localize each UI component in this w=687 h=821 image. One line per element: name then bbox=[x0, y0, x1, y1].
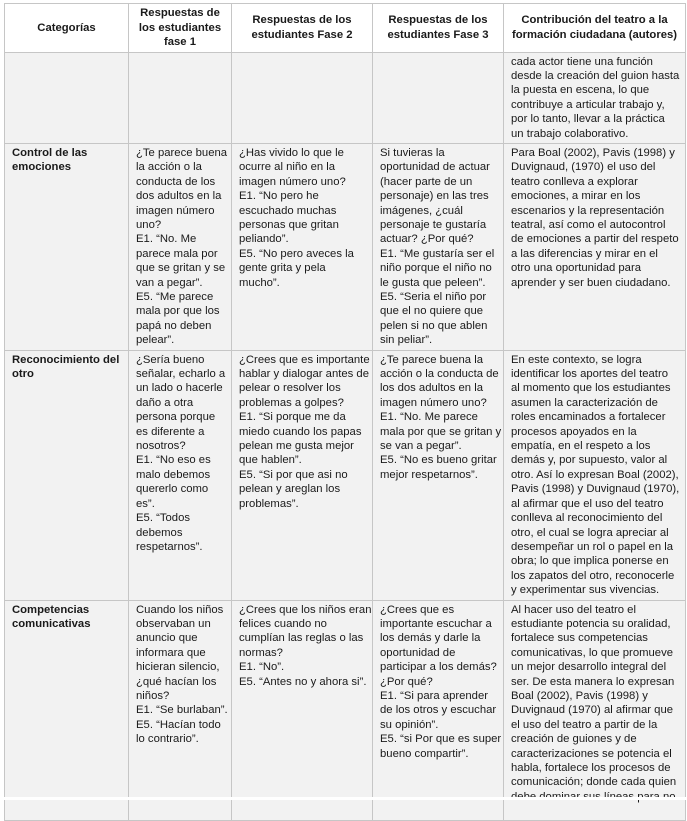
cell-text-line: observaban un bbox=[136, 617, 211, 630]
cell-text-line: un mejor desarrollo integral del bbox=[511, 661, 667, 674]
cell-text-line: a las diferencias y mirar en el bbox=[511, 247, 658, 260]
cell-text-line: Reconocimiento del bbox=[12, 353, 120, 366]
cell-text-line: E5. “Me parece bbox=[136, 291, 214, 303]
cell-text-line: conlleva al reconocimiento del bbox=[511, 512, 663, 525]
fase3-cell bbox=[373, 600, 504, 820]
cell-text-line: ocurre al niño en la bbox=[239, 161, 336, 174]
table-row bbox=[5, 52, 686, 143]
category-cell bbox=[5, 350, 129, 600]
fase2-cell bbox=[232, 600, 373, 820]
cell-text-line: le gusta que peleen”. bbox=[380, 276, 486, 289]
cell-text-line: E5. “Si por que asi no bbox=[239, 468, 348, 481]
cell-text-line: problemas a golpes? bbox=[239, 396, 344, 409]
cell-text-line: Control de las bbox=[12, 146, 88, 159]
cell-text-line: E1. “Si para aprender bbox=[380, 689, 489, 702]
cell-text-line: importante escuchar a bbox=[380, 617, 492, 630]
cell-text-line: por lo tanto, llevar a la práctica bbox=[511, 113, 665, 126]
cell-text-line: E1. “No. Me bbox=[136, 233, 197, 246]
fase1-cell bbox=[129, 600, 232, 820]
cell-text-line: comunicativas bbox=[12, 617, 91, 630]
cell-text-line: imágenes, ¿cuál bbox=[380, 204, 463, 217]
cell-text-line: gente grita y pela bbox=[239, 262, 326, 275]
cell-text-line: los demás y darle la bbox=[380, 632, 481, 645]
cell-text-line: un lado o hacerle bbox=[136, 382, 223, 395]
cell-text-line: uno? bbox=[136, 218, 162, 231]
cell-text-line: pelen si no que ablen bbox=[380, 319, 488, 332]
cell-text-line: pelear”. bbox=[136, 334, 175, 347]
cell-text-line: E1. “No. Me parece bbox=[380, 411, 478, 424]
cell-text-line: oportunidad de bbox=[380, 646, 456, 659]
fase3-cell bbox=[373, 143, 504, 350]
fase3-cell bbox=[373, 52, 504, 143]
cell-text-line: que se gritan y se bbox=[136, 262, 226, 275]
cell-text-line: su opinión”. bbox=[380, 718, 439, 731]
cell-text-line: imagen número uno? bbox=[380, 396, 487, 409]
cell-text-line: desempeñar un rol o papel en la bbox=[511, 540, 674, 553]
categories-table bbox=[4, 3, 686, 821]
cell-text-line: la puesta en escena, lo que bbox=[511, 84, 650, 97]
cell-text-line: pelean y areglan los bbox=[239, 483, 341, 496]
cell-text-line: cumplían las reglas o las bbox=[239, 632, 364, 645]
cell-text-line: asumen la caracterización de bbox=[511, 396, 658, 409]
cell-text-line: personas que gritan bbox=[239, 218, 339, 231]
header-row bbox=[5, 4, 686, 53]
table-row bbox=[5, 600, 686, 820]
cell-text-line: E5. “No es bueno gritar bbox=[380, 454, 497, 467]
table-row bbox=[5, 350, 686, 600]
cell-text-line: teatral, así como el autocontrol bbox=[511, 218, 666, 231]
cell-text-line: (hacer parte de un bbox=[380, 175, 473, 188]
cell-text-line: al momento que los estudiantes bbox=[511, 382, 671, 395]
cell-text-line: normas? bbox=[239, 646, 283, 659]
category-cell bbox=[5, 143, 129, 350]
cell-text-line: ¿qué hacían los bbox=[136, 675, 217, 688]
cell-text-line: hablar y dialogar antes de bbox=[239, 368, 370, 381]
cell-text-line: Duvignaud, (1970) el uso del bbox=[511, 161, 656, 174]
header-fase3: Respuestas de los estudiantes Fase 3 bbox=[373, 4, 504, 53]
cell-text-line: quererlo como bbox=[136, 483, 209, 496]
cell-text-line: el uso del teatro a partir de la bbox=[511, 718, 658, 731]
cell-text-line: al afirmar que el uso del teatro bbox=[511, 497, 664, 510]
cell-text-line: fortalece sus competencias bbox=[511, 632, 648, 645]
cell-text-line: bueno compartir”. bbox=[380, 747, 469, 760]
cell-text-line: E5. “Todos bbox=[136, 512, 191, 525]
cell-text-line: comunicación; donde cada quien bbox=[511, 776, 677, 789]
cell-text-line: imagen número bbox=[136, 204, 215, 217]
cell-text-line: E1. “No eso es bbox=[136, 454, 211, 467]
cell-text-line: escuchado muchas bbox=[239, 204, 337, 217]
cell-text-line: peliando”. bbox=[239, 233, 289, 246]
cell-text-line: problemas”. bbox=[239, 497, 299, 510]
cell-text-line: informara que bbox=[136, 646, 206, 659]
cell-text-line: debemos bbox=[136, 526, 183, 539]
cell-text-line: otro bbox=[12, 368, 34, 381]
fase2-cell bbox=[232, 52, 373, 143]
cell-text-line: Competencias bbox=[12, 603, 90, 616]
fase1-cell bbox=[129, 143, 232, 350]
cell-text-line: creación de guiones y de bbox=[511, 733, 637, 746]
cell-text-line: Para Boal (2002), Pavis (1998) y bbox=[511, 146, 675, 159]
cell-text-line: sin peliar”. bbox=[380, 334, 433, 347]
cell-text-line: nosotros? bbox=[136, 440, 186, 453]
cell-text-line: desde la creación del guion hasta bbox=[511, 69, 680, 82]
cell-text-line: personaje te gustaría bbox=[380, 218, 487, 231]
cell-text-line: E5. “No pero aveces la bbox=[239, 247, 354, 260]
cell-text-line: es”. bbox=[136, 497, 155, 510]
cell-text-line: malo debemos bbox=[136, 468, 211, 481]
cell-text-line: Cuando los niños bbox=[136, 603, 224, 616]
cell-text-line: emociones bbox=[12, 161, 72, 174]
fase1-cell bbox=[129, 350, 232, 600]
cell-text-line: roles encaminados a fortalecer bbox=[511, 411, 666, 424]
cell-text-line: empatía, en el respeto a los bbox=[511, 440, 651, 453]
cell-text-line: aprender y ser buen ciudadano. bbox=[511, 276, 671, 289]
cell-text-line: teatro conlleva a explorar bbox=[511, 175, 638, 188]
cell-text-line: oportunidad de actuar bbox=[380, 161, 490, 174]
cell-text-line: cada actor tiene una función bbox=[511, 55, 653, 68]
cell-text-line: E5. “Seria el niño por bbox=[380, 291, 487, 303]
cell-text-line: ¿Sería bueno bbox=[136, 353, 205, 366]
header-autores: Contribución del teatro a la formación ciudadana (autores) bbox=[504, 4, 686, 53]
cell-text-line: ¿Crees que es importante bbox=[239, 353, 370, 366]
cell-text-line: habla, fortalece los procesos de bbox=[511, 762, 671, 774]
cell-text-line: En este contexto, se logra bbox=[511, 353, 642, 366]
cell-text-line: mejor respetarnos”. bbox=[380, 468, 478, 481]
header-categorias: Categorías bbox=[5, 4, 129, 53]
cell-text-line: conducta de los bbox=[136, 175, 216, 188]
cell-text-line: Duvignaud (1970) al afirmar que bbox=[511, 704, 674, 717]
cell-text-line: miedo cuando los papas bbox=[239, 425, 362, 438]
cell-text-line: de los otros y escuchar bbox=[380, 704, 497, 717]
cell-text-line: parece mala por bbox=[136, 247, 218, 260]
cell-text-line: otro, el cual se logra apreciar al bbox=[511, 526, 669, 539]
autores-cell bbox=[504, 143, 686, 350]
cell-text-line: E1. “No”. bbox=[239, 661, 285, 674]
cell-text-line: procesos apoyados en la bbox=[511, 425, 637, 438]
category-cell bbox=[5, 600, 129, 820]
cell-text-line: emociones, a mirar en los bbox=[511, 190, 641, 203]
cell-text-line: E1. “Se burlaban”. bbox=[136, 704, 228, 717]
fase1-cell bbox=[129, 52, 232, 143]
cell-text-line: caracterizaciones se potencia el bbox=[511, 747, 672, 760]
cell-text-line: y experimentar sus vivencias. bbox=[511, 584, 660, 597]
cell-text-line: estudiante potencia su oralidad, bbox=[511, 617, 671, 630]
cell-text-line: Al hacer uso del teatro el bbox=[511, 603, 636, 616]
cell-text-line: pelear o resolver los bbox=[239, 382, 341, 395]
cell-text-line: niños? bbox=[136, 689, 170, 702]
cell-text-line: mucho”. bbox=[239, 276, 280, 289]
cell-text-line: señalar, echarlo a bbox=[136, 368, 226, 381]
cell-text-line: mala por que se gritan y bbox=[380, 425, 502, 438]
cell-text-line: identificar los aportes del teatro bbox=[511, 368, 668, 381]
cell-text-line: E5. “Hacían todo bbox=[136, 718, 221, 731]
cell-text-line: ¿Te parece buena bbox=[136, 146, 228, 159]
autores-cell bbox=[504, 52, 686, 143]
cell-text-line: personaje) en las tres bbox=[380, 190, 489, 203]
header-fase2: Respuestas de los estudiantes Fase 2 bbox=[232, 4, 373, 53]
cell-text-line: van a pegar”. bbox=[136, 276, 203, 289]
cell-text-line: imagen número uno? bbox=[239, 175, 346, 188]
cell-text-line: persona porque bbox=[136, 411, 216, 424]
cell-text-line: los dos adultos en la bbox=[380, 382, 483, 395]
cell-text-line: la acción o la bbox=[136, 161, 202, 174]
cell-text-line: acción o la conducta de bbox=[380, 368, 499, 381]
cell-text-line: es diferente a bbox=[136, 425, 205, 438]
fase3-cell bbox=[373, 350, 504, 600]
cell-text-line: papá no deben bbox=[136, 319, 212, 332]
cell-text-line: Boal (2002), Pavis (1998) y bbox=[511, 689, 648, 702]
category-cell bbox=[5, 52, 129, 143]
cell-text-line: se van a pegar”. bbox=[380, 440, 462, 453]
cell-text-line: anuncio que bbox=[136, 632, 198, 645]
cell-text-line: un trabajo colaborativo. bbox=[511, 127, 629, 140]
cell-text-line: ¿Has vivido lo que le bbox=[239, 146, 344, 159]
cell-text-line: hicieran silencio, bbox=[136, 661, 220, 674]
cell-text-line: otro. Así lo expresan Boal (2002), bbox=[511, 468, 679, 481]
cell-text-line: dos adultos en la bbox=[136, 190, 222, 203]
cell-text-line: pelean me gusta mejor bbox=[239, 440, 354, 453]
cell-text-line: ¿Crees que los niños eran bbox=[239, 603, 372, 616]
cell-text-line: demás y, por supuesto, valor al bbox=[511, 454, 668, 467]
fase2-cell bbox=[232, 350, 373, 600]
cell-text-line: E5. “Antes no y ahora si”. bbox=[239, 675, 367, 688]
cell-text-line: ¿Por qué? bbox=[380, 675, 433, 688]
cell-text-line: niño porque el niño no bbox=[380, 262, 492, 275]
autores-cell bbox=[504, 600, 686, 820]
cell-text-line: Si tuvieras la bbox=[380, 146, 445, 159]
autores-cell bbox=[504, 350, 686, 600]
header-fase1: Respuestas de los estudiantes fase 1 bbox=[129, 4, 232, 53]
cell-text-line: otro una oportunidad para bbox=[511, 262, 642, 275]
cell-text-line: que hablen”. bbox=[239, 454, 302, 467]
cell-text-line: daño a otra bbox=[136, 396, 194, 409]
cell-text-line: felices cuando no bbox=[239, 617, 327, 630]
cell-text-line: E1. “Si porque me da bbox=[239, 411, 346, 424]
cell-text-line: los zapatos del otro, reconocerle bbox=[511, 569, 675, 582]
cell-text-line: E1. “Me gustaría ser el bbox=[380, 247, 495, 260]
cell-text-line: ser. De esta manera lo expresan bbox=[511, 675, 675, 688]
cell-text-line: E1. “No pero he bbox=[239, 190, 319, 203]
cell-text-line: ¿Crees que es bbox=[380, 603, 455, 616]
cell-text-line: actuar? ¿Por qué? bbox=[380, 233, 474, 246]
cell-text-line: que el no quiere que bbox=[380, 305, 484, 318]
cell-text-line: respetarnos”. bbox=[136, 540, 203, 553]
table-row bbox=[5, 143, 686, 350]
cell-text-line: participar a los demás? bbox=[380, 661, 497, 674]
cell-text-line: comunicativas, lo que promueve bbox=[511, 646, 674, 659]
cell-text-line: ¿Te parece buena la bbox=[380, 353, 483, 366]
cell-text-line: contribuye a articular trabajo y, bbox=[511, 98, 665, 111]
cell-text-line: obra; lo que implica ponerse en bbox=[511, 555, 669, 568]
cell-text-line: mala por que los bbox=[136, 305, 220, 318]
cell-text-line: Pavis (1998) y Duvignaud (1970), bbox=[511, 483, 680, 496]
cell-text-line: E5. “si Por que es super bbox=[380, 733, 502, 746]
cell-text-line: lo contrario”. bbox=[136, 733, 199, 746]
fase2-cell bbox=[232, 143, 373, 350]
cell-text-line: de emociones a partir del respeto bbox=[511, 233, 679, 246]
cell-text-line: escenarios y la representación bbox=[511, 204, 665, 217]
